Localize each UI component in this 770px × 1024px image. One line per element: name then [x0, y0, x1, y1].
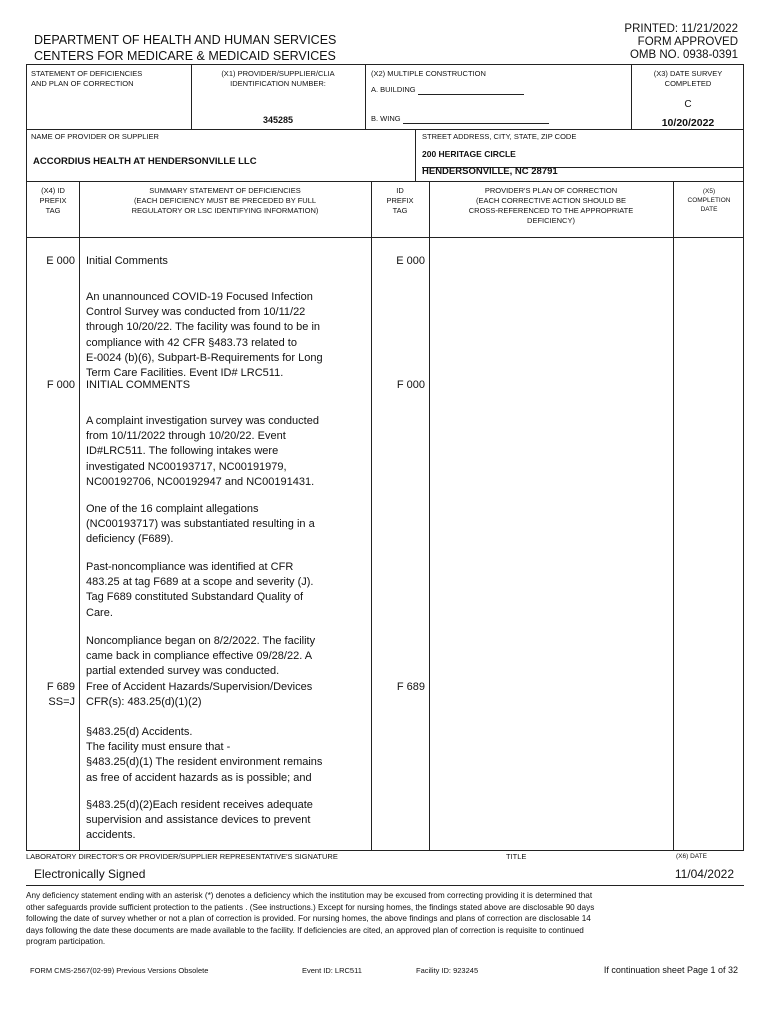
text: F 689: [46, 681, 75, 693]
text: Past-noncompliance was identified at CFR: [86, 561, 294, 573]
text: days following the date these documents are made available to the facility. If deficiencies are cited, an approved plan of correction is requisite to continued: [26, 925, 584, 935]
text: as free of accident hazards as is possible; and: [86, 771, 312, 784]
signature-label: LABORATORY DIRECTOR'S OR PROVIDER/SUPPLIER REPRESENTATIVE'S SIGNATURE: [26, 852, 338, 861]
text: COMPLETED: [664, 79, 712, 88]
text: ID#LRC511. The following intakes were: [86, 445, 279, 458]
text: TAG: [392, 206, 408, 215]
text: other safeguards provide sufficient protection to the patients . (See instructions.) Except for nursing homes, the findings stated above are disclosable 90 days: [26, 902, 595, 912]
text: TAG: [45, 206, 61, 215]
form-approved: FORM APPROVED: [637, 36, 738, 48]
e000-title: Initial Comments: [86, 255, 168, 267]
page-number: If continuation sheet Page 1 of 32: [603, 965, 738, 975]
summary-header: [79, 186, 371, 216]
id-tag-e000: E 000: [396, 255, 425, 267]
plan-header: [429, 186, 673, 226]
text: The facility must ensure that -: [86, 741, 231, 754]
text: COMPLETION: [687, 197, 731, 204]
text: partial extended survey was conducted.: [86, 665, 280, 678]
text: from 10/11/2022 through 10/20/22. Event: [86, 430, 286, 443]
divider: [415, 129, 416, 181]
printed-date: PRINTED: 11/21/2022: [624, 23, 738, 35]
survey-code: C: [684, 99, 692, 110]
text: A. BUILDING: [371, 85, 416, 94]
x3-label: [631, 69, 745, 89]
text: §483.25(d)(1) The resident environment remains: [86, 756, 323, 769]
provider-name: ACCORDIUS HEALTH AT HENDERSONVILLE LLC: [33, 156, 257, 167]
text: SUMMARY STATEMENT OF DEFICIENCIES: [149, 186, 301, 195]
x2-building: [371, 85, 524, 95]
department-name: DEPARTMENT OF HEALTH AND HUMAN SERVICES: [34, 33, 337, 47]
text: investigated NC00193717, NC00191979,: [86, 460, 287, 473]
scope-severity: SS=J: [48, 696, 75, 709]
text: (X3) DATE SURVEY: [653, 69, 723, 78]
text: (EACH CORRECTIVE ACTION SHOULD BE: [475, 196, 627, 205]
text: B. WING: [371, 114, 401, 123]
divider: [673, 181, 674, 850]
divider: [429, 181, 430, 850]
top-row-divider: [27, 129, 743, 130]
text: AND PLAN OF CORRECTION: [31, 79, 134, 88]
provider-name-label: NAME OF PROVIDER OR SUPPLIER: [31, 132, 159, 141]
text: (NC00193717) was substantiated resulting in a: [86, 518, 315, 531]
text: supervision and assistance devices to prevent: [86, 814, 311, 827]
x5-header: [673, 187, 745, 214]
column-header-divider: [27, 237, 743, 238]
f000-paragraph-2: [86, 502, 368, 548]
text: (X1) PROVIDER/SUPPLIER/CLIA: [221, 69, 335, 78]
title-label: TITLE: [506, 852, 527, 861]
f689-paragraph-2: [86, 798, 368, 844]
facility-id: Facility ID: 923245: [416, 966, 479, 975]
f689-title: [86, 680, 368, 710]
form-info-header: [624, 23, 738, 62]
text: compliance with 42 CFR §483.73 related to: [86, 336, 297, 349]
text: Noncompliance began on 8/2/2022. The facility: [86, 635, 316, 647]
prefix-tag-f000: F 000: [46, 379, 75, 391]
text: §483.25(d) Accidents.: [86, 726, 193, 738]
signature-value: Electronically Signed: [34, 867, 146, 881]
f000-paragraph-3: [86, 560, 368, 621]
x4-header: [27, 186, 79, 216]
text: 483.25 at tag F689 at a scope and severity (J).: [86, 576, 314, 589]
x1-label: [191, 69, 365, 89]
text: STATEMENT OF DEFICIENCIES: [31, 69, 143, 78]
department-header: [34, 32, 336, 64]
f000-paragraph-4: [86, 634, 368, 680]
e000-comments: [86, 290, 368, 381]
text: accidents.: [86, 829, 136, 842]
provider-id-number: 345285: [262, 115, 294, 125]
text: (X4) ID: [41, 186, 65, 195]
text: Control Survey was conducted from 10/11/22: [86, 306, 306, 319]
text: through 10/20/22. The facility was found to be in: [86, 321, 321, 334]
text: (X5): [702, 188, 716, 195]
text: deficiency (F689).: [86, 533, 174, 546]
text: PREFIX: [386, 196, 414, 205]
text: One of the 16 complaint allegations: [86, 503, 259, 515]
text: DEFICIENCY): [527, 216, 575, 225]
text: DATE: [700, 206, 718, 213]
text: A complaint investigation survey was conducted: [86, 415, 319, 427]
text: came back in compliance effective 09/28/22. A: [86, 650, 313, 663]
text: An unannounced COVID-19 Focused Infection: [86, 291, 313, 303]
text: (EACH DEFICIENCY MUST BE PRECEDED BY FULL: [133, 196, 317, 205]
id-header: [371, 186, 429, 216]
signature-date: 11/04/2022: [674, 867, 734, 881]
text: program participation.: [26, 937, 106, 947]
agency-name: CENTERS FOR MEDICARE & MEDICAID SERVICES: [34, 49, 336, 63]
text: PROVIDER'S PLAN OF CORRECTION: [484, 186, 618, 195]
text: Term Care Facilities. Event ID# LRC511.: [86, 367, 284, 380]
text: following the date of survey whether or not a plan of correction is provided. For nursing homes, the above findings and plans of correction are disclosable 14: [26, 914, 591, 924]
text: CROSS-REFERENCED TO THE APPROPRIATE: [468, 206, 634, 215]
address-label: STREET ADDRESS, CITY, STATE, ZIP CODE: [422, 132, 577, 141]
prefix-tag-e000: E 000: [46, 255, 75, 267]
f689-cfr: CFR(s): 483.25(d)(1)(2): [86, 696, 202, 709]
wing-line: [403, 123, 549, 124]
survey-completed-date: 10/20/2022: [661, 117, 715, 129]
street-address: 200 HERITAGE CIRCLE: [422, 149, 516, 159]
divider: [371, 181, 372, 850]
city-state-zip: HENDERSONVILLE, NC 28791: [422, 166, 558, 177]
id-tag-f000: F 000: [396, 379, 425, 391]
divider: [79, 181, 80, 850]
signature-divider: [26, 885, 744, 886]
text: REGULATORY OR LSC IDENTIFYING INFORMATION): [131, 206, 319, 215]
f000-paragraph-1: [86, 414, 368, 490]
text: Free of Accident Hazards/Supervision/Devices: [86, 681, 313, 693]
text: IDENTIFICATION NUMBER:: [230, 79, 326, 88]
text: NC00192706, NC00192947 and NC00191431.: [86, 475, 315, 488]
disclaimer-text: [26, 890, 746, 948]
prefix-tag-f689: [27, 680, 75, 710]
x6-date-label: (X6) DATE: [676, 853, 707, 860]
text: E-0024 (b)(6), Subpart-B-Requirements for Long: [86, 351, 323, 364]
statement-label: [31, 69, 142, 89]
text: ID: [396, 186, 404, 195]
f689-paragraph-1: [86, 725, 368, 786]
divider: [365, 65, 366, 129]
text: Tag F689 constituted Substandard Quality of: [86, 591, 304, 604]
text: PREFIX: [39, 196, 67, 205]
f000-title: INITIAL COMMENTS: [86, 379, 191, 391]
x2-wing: [371, 114, 549, 124]
event-id: Event ID: LRC511: [302, 966, 362, 975]
text: Care.: [86, 606, 113, 619]
x2-label: (X2) MULTIPLE CONSTRUCTION: [371, 69, 486, 78]
deficiency-form: [26, 64, 744, 851]
id-tag-f689: F 689: [396, 681, 425, 693]
provider-row-divider: [27, 181, 743, 182]
building-line: [418, 94, 524, 95]
form-number: FORM CMS-2567(02-99) Previous Versions Obsolete: [30, 966, 209, 975]
omb-number: OMB NO. 0938-0391: [629, 49, 738, 61]
text: §483.25(d)(2)Each resident receives adequate: [86, 799, 313, 811]
text: Any deficiency statement ending with an asterisk (*) denotes a deficiency which the institution may be excused from correcting providing it is determined that: [26, 891, 593, 900]
